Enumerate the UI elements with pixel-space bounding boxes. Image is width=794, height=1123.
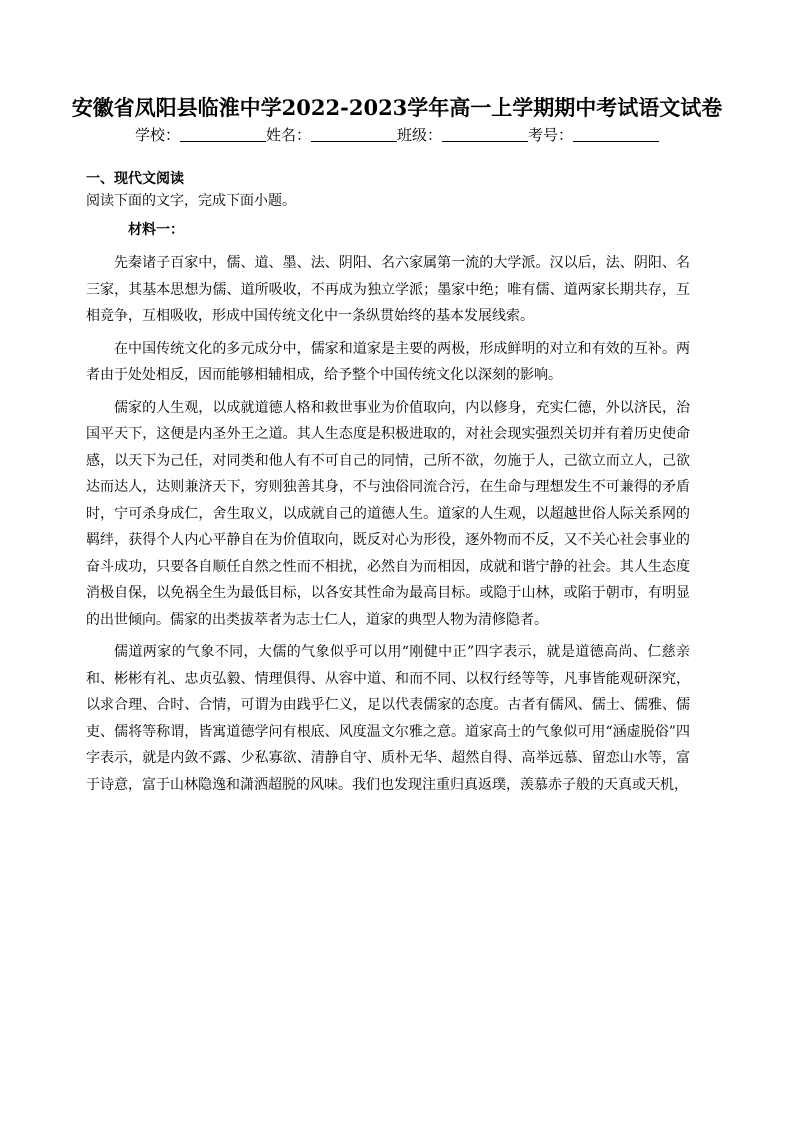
exam-title: 安徽省凤阳县临淮中学2022-2023学年高一上学期期中考试语文试卷 (71, 95, 723, 120)
name-blank[interactable] (311, 127, 397, 142)
class-blank[interactable] (442, 127, 528, 142)
reading-passage (86, 250, 690, 804)
class-label: 班级： (397, 126, 443, 144)
material-label: 材料一： (128, 222, 184, 238)
exam-number-label: 考号： (528, 126, 574, 144)
school-blank[interactable] (180, 127, 266, 142)
student-info-line (0, 124, 794, 145)
section-heading: 一、现代文阅读 (86, 171, 184, 187)
name-label: 姓名： (265, 126, 311, 144)
school-label: 学校： (134, 126, 180, 144)
reading-instruction: 阅读下面的文字，完成下面小题。 (86, 193, 296, 209)
exam-number-blank[interactable] (573, 127, 659, 142)
passage-paragraph: 儒家的人生观，以成就道德人格和救世事业为价值取向，内以修身，充实仁德，外以济民，治国平天下，这便是内圣外王之道。其人生态度是积极进取的，对社会现实强烈关切并有着历史使命感，以天下为己任，对同类和他人有不可自己的同情，己所不欲，勿施于人，己欲立而立人，己欲达而达人，达则兼济天下，穷则独善其身，不与浊俗同流合污，在生命与理想发生不可兼得的矛盾时，宁可杀身成仁，舍生取义，以成就自己的道德人生。道家的人生观，以超越世俗人际关系网的羁绊，获得个人内心平静自在为价值取向，既反对心为形役，逐外物而不反，又不关心社会事业的奋斗成功，只要各自顺任自然之性而不相扰，必然自为而相因，成就和谐宁静的社会。其人生态度消极自保，以免祸全生为最低目标，以各安其性命为最高目标。或隐于山林，或陷于朝市，有明显的出世倾向。儒家的出类拔萃者为志士仁人，道家的典型人物为清修隐者。 (86, 399, 690, 628)
passage-paragraph: 儒道两家的气象不同，大儒的气象似乎可以用“刚健中正”四字表示，就是道德高尚、仁慈亲和、彬彬有礼、忠贞弘毅、情理俱得、从容中道、和而不同、以权行经等等，凡事皆能观研深究，以求合理、合时、合情，可谓为由践乎仁义，足以代表儒家的态度。古者有儒风、儒士、儒雅、儒吏、儒将等称谓，皆寓道德学问有根底、风度温文尔雅之意。道家高士的气象似可用“涵虚脱俗”四字表示，就是内敛不露、少私寡欲、清静自守、质朴无华、超然自得、高举远慕、留恋山水等，富于诗意，富于山林隐逸和潇洒超脱的风味。我们也发现注重归真返璞，羡慕赤子般的天真或天机， (86, 644, 690, 793)
passage-paragraph: 在中国传统文化的多元成分中，儒家和道家是主要的两极，形成鲜明的对立和有效的互补。两者由于处处相反，因而能够相辅相成，给予整个中国传统文化以深刻的影响。 (86, 340, 690, 383)
passage-paragraph: 先秦诸子百家中，儒、道、墨、法、阴阳、名六家属第一流的大学派。汉以后，法、阴阳、名三家，其基本思想为儒、道所吸收，不再成为独立学派；墨家中绝；唯有儒、道两家长期共存，互相竞争，互相吸收，形成中国传统文化中一条纵贯始终的基本发展线索。 (86, 255, 690, 324)
